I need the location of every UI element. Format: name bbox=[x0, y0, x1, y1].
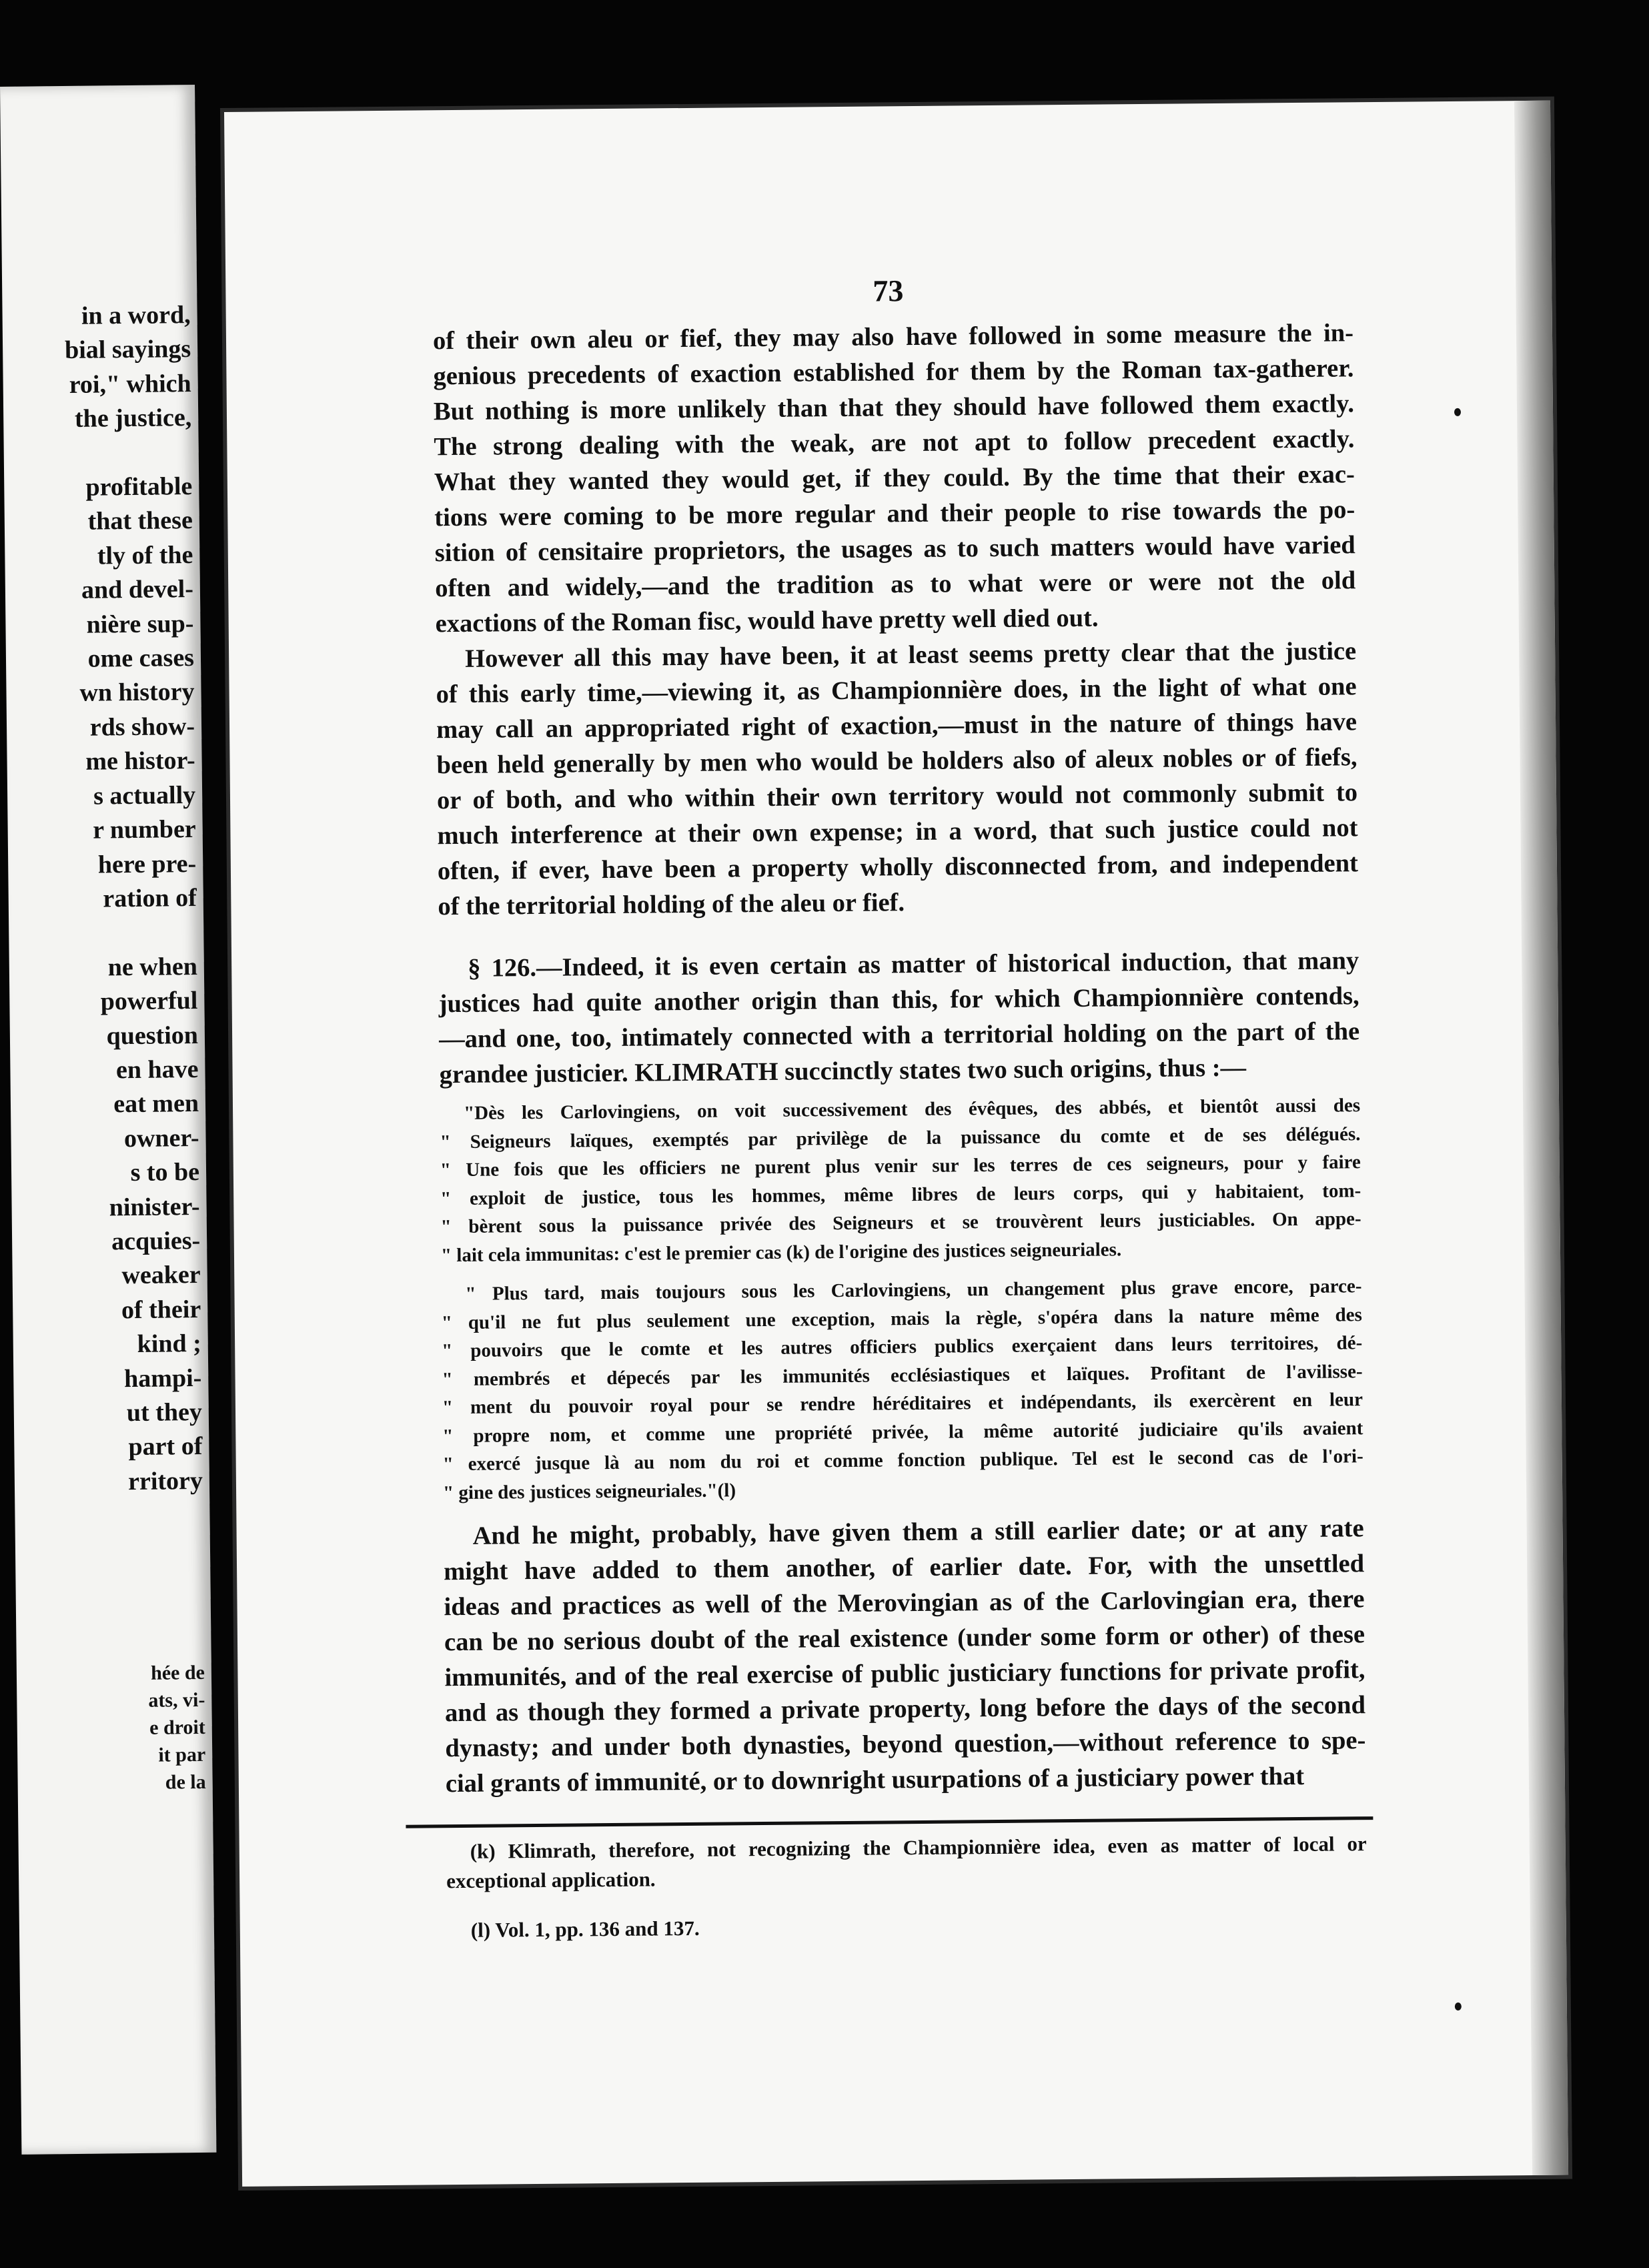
fragment-line: rritory bbox=[127, 1466, 203, 1496]
quote-line: " qu'il ne fut plus seulement une exception, mais la règle, s'opéra dans la nature même des bbox=[441, 1303, 1362, 1333]
quote-line: " ment du pouvoir royal pour se rendre héréditaires et indépendants, ils exercèrent en leur bbox=[442, 1389, 1363, 1419]
fragment-line: ome cases bbox=[87, 644, 195, 673]
quote-line: " lait cela immunitas: c'est le premier cas (k) de l'origine des justices seigneuriales. bbox=[440, 1238, 1122, 1266]
fragment-line: ration of bbox=[103, 883, 197, 913]
text-line: might have added to them another, of earlier date. For, with the unsettled bbox=[443, 1550, 1365, 1586]
block-quote-first-case bbox=[440, 1091, 1361, 1269]
fragment-line: that these bbox=[87, 506, 193, 536]
fragment-line: tly of the bbox=[97, 540, 193, 570]
text-line: often, if ever, have been a property wholly disconnected from, and independent bbox=[437, 849, 1359, 886]
text-line: may call an appropriated right of exaction,—must in the nature of things have bbox=[436, 708, 1357, 744]
fragment-line: me histor- bbox=[85, 746, 195, 776]
fragment-line: weaker bbox=[121, 1261, 201, 1290]
previous-page-fragment bbox=[0, 85, 216, 2155]
text-line: cial grants of immunité, or to downright usurpations of a justiciary power that bbox=[445, 1762, 1305, 1798]
page-number: 73 bbox=[873, 273, 904, 308]
footnote-line: exceptional application. bbox=[446, 1867, 656, 1893]
fragment-line: ninister- bbox=[109, 1192, 200, 1221]
text-line: The strong dealing with the weak, are not apt to follow precedent exactly. bbox=[434, 425, 1355, 462]
quote-line: " membrés et dépecés par les immunités ecclésiastiques et laïques. Profitant de l'avilisse- bbox=[442, 1360, 1363, 1390]
fragment-line: de la bbox=[165, 1770, 206, 1794]
print-speck bbox=[1455, 2003, 1462, 2011]
text-line: often and widely,—and the tradition as to what were or were not the old bbox=[435, 566, 1356, 603]
text-line: —and one, too, intimately connected with a territorial holding on the part of the bbox=[438, 1017, 1360, 1054]
fragment-line: kind ; bbox=[137, 1329, 201, 1359]
fragment-line: en have bbox=[115, 1055, 199, 1085]
fragment-line bbox=[5, 436, 193, 472]
quote-line: "Dès les Carlovingiens, on voit successivement des évêques, des abbés, et bientôt aussi des bbox=[463, 1095, 1361, 1124]
fragment-line: s actually bbox=[93, 780, 196, 810]
text-line: immunités, and of the real exercise of public justiciary functions for private profit, bbox=[444, 1656, 1365, 1692]
footnote-l: (l) Vol. 1, pp. 136 and 137. bbox=[470, 1916, 700, 1942]
fragment-line: powerful bbox=[100, 987, 198, 1016]
text-line: And he might, probably, have given them a still earlier date; or at any rate bbox=[472, 1514, 1364, 1550]
fragment-line: in a word, bbox=[81, 301, 191, 330]
book-page bbox=[224, 101, 1568, 2187]
fragment-line: of their bbox=[121, 1295, 201, 1324]
fragment-line: profitable bbox=[85, 472, 193, 502]
quote-line: " bèrent sous la puissance privée des Seigneurs et se trouvèrent leurs justiciables. On appe- bbox=[440, 1208, 1361, 1238]
fragment-line: ne when bbox=[107, 952, 198, 982]
fragment-line bbox=[10, 915, 197, 951]
fragment-line: owner- bbox=[123, 1123, 199, 1153]
block-quote-second-case bbox=[441, 1272, 1363, 1507]
previous-page-text-upper bbox=[3, 298, 203, 1500]
text-line: But nothing is more unlikely than that they should have followed them exactly. bbox=[433, 390, 1355, 426]
quote-line: " Plus tard, mais toujours sous les Carlovingiens, un changement plus grave encore, parce- bbox=[465, 1275, 1362, 1305]
paragraph-however bbox=[436, 634, 1359, 925]
fragment-line: here pre- bbox=[97, 849, 197, 879]
text-line: been held generally by men who would be holders also of aleux nobles or of fiefs, bbox=[436, 743, 1357, 780]
text-line: § 126.—Indeed, it is even certain as matter of historical induction, that many bbox=[468, 947, 1359, 983]
fragment-line: bial sayings bbox=[64, 335, 191, 365]
text-line: genious precedents of exaction established for them by the Roman tax-gatherer. bbox=[433, 354, 1354, 391]
paragraph-earlier-date bbox=[443, 1511, 1366, 1802]
fragment-line: e droit bbox=[149, 1716, 205, 1739]
text-line: of this early time,—viewing it, as Championnière does, in the light of what one bbox=[436, 672, 1357, 709]
fragment-line: nière sup- bbox=[86, 609, 194, 639]
print-speck bbox=[1454, 408, 1461, 416]
quote-line: " exploit de justice, tous les hommes, même libres de leurs corps, qui y habitaient, tom- bbox=[440, 1179, 1361, 1209]
fragment-line: part of bbox=[128, 1432, 203, 1462]
paragraph-section-126 bbox=[438, 943, 1360, 1093]
text-line: tions were coming to be more regular and their people to rise towards the po- bbox=[434, 496, 1355, 532]
paragraph-continuation bbox=[433, 316, 1356, 642]
text-line: and as though they formed a private property, long before the days of the second bbox=[444, 1691, 1366, 1728]
page-edge-shadow bbox=[1514, 101, 1568, 2175]
fragment-line: eat men bbox=[113, 1089, 199, 1119]
fragment-line: roi," which bbox=[69, 369, 191, 399]
text-line: However all this may have been, it at least seems pretty clear that the justice bbox=[464, 637, 1357, 673]
quote-line: " propre nom, et comme une propriété privée, la même autorité judiciaire qu'ils avaient bbox=[442, 1417, 1363, 1447]
fragment-line: ats, vi- bbox=[148, 1688, 205, 1712]
text-line: exactions of the Roman fisc, would have pretty well died out. bbox=[435, 604, 1099, 638]
text-line: ideas and practices as well of the Merovingian as of the Carlovingian era, there bbox=[444, 1585, 1365, 1622]
previous-page-text-lower bbox=[18, 1659, 206, 1798]
fragment-line: acquies- bbox=[111, 1226, 201, 1256]
fragment-line: ut they bbox=[126, 1397, 203, 1428]
fragment-line: wn history bbox=[79, 678, 195, 708]
quote-line: " exercé jusque là au nom du roi et comme fonction publique. Tel est le second cas de l'ori- bbox=[442, 1446, 1363, 1476]
footnote-k bbox=[446, 1829, 1367, 1896]
quote-line: " gine des justices seigneuriales."(l) bbox=[442, 1479, 736, 1504]
text-line: What they wanted they would get, if they could. By the time that their exac- bbox=[434, 460, 1355, 497]
fragment-line: hée de bbox=[150, 1661, 205, 1684]
text-line: or of both, and who within their own territory would not commonly submit to bbox=[436, 778, 1358, 815]
fragment-line: rds show- bbox=[89, 712, 195, 742]
text-line: of the territorial holding of the aleu or fief. bbox=[438, 889, 905, 921]
fragment-line: and devel- bbox=[81, 575, 194, 605]
text-line: grandee justicier. KLIMRATH succinctly states two such origins, thus :— bbox=[439, 1053, 1247, 1089]
text-line: of their own aleu or fief, they may also have followed in some measure the in- bbox=[432, 319, 1354, 356]
fragment-line: s to be bbox=[130, 1158, 200, 1187]
text-line: dynasty; and under both dynasties, beyond question,—without reference to spe- bbox=[445, 1726, 1366, 1763]
footnote-rule bbox=[406, 1816, 1373, 1828]
quote-line: " Une fois que les officiers ne purent plus venir sur les terres de ces seigneurs, pour y faire bbox=[440, 1151, 1361, 1181]
fragment-line: the justice, bbox=[74, 404, 192, 434]
quote-line: " pouvoirs que le comte et les autres officiers publics exerçaient dans leurs territoires, dé- bbox=[442, 1332, 1363, 1362]
fragment-line: r number bbox=[92, 815, 196, 844]
text-line: sition of censitaire proprietors, the usages as to such matters would have varied bbox=[434, 531, 1355, 568]
fragment-line: question bbox=[106, 1021, 199, 1050]
fragment-line: it par bbox=[158, 1743, 206, 1766]
footnote-line: (k) Klimrath, therefore, not recognizing the Championnière idea, even as matter of local or bbox=[470, 1832, 1367, 1863]
fragment-line: hampi- bbox=[123, 1363, 202, 1393]
text-line: much interference at their own expense; in a word, that such justice could not bbox=[437, 814, 1358, 851]
text-line: justices had quite another origin than this, for which Championnière contends, bbox=[438, 982, 1359, 1019]
page-body bbox=[433, 316, 1367, 1945]
text-line: can be no serious doubt of the real existence (under some form or other) of these bbox=[444, 1620, 1365, 1657]
quote-line: " Seigneurs laïques, exemptés par privilège de la puissance du comte et de ses délégués. bbox=[440, 1123, 1361, 1153]
